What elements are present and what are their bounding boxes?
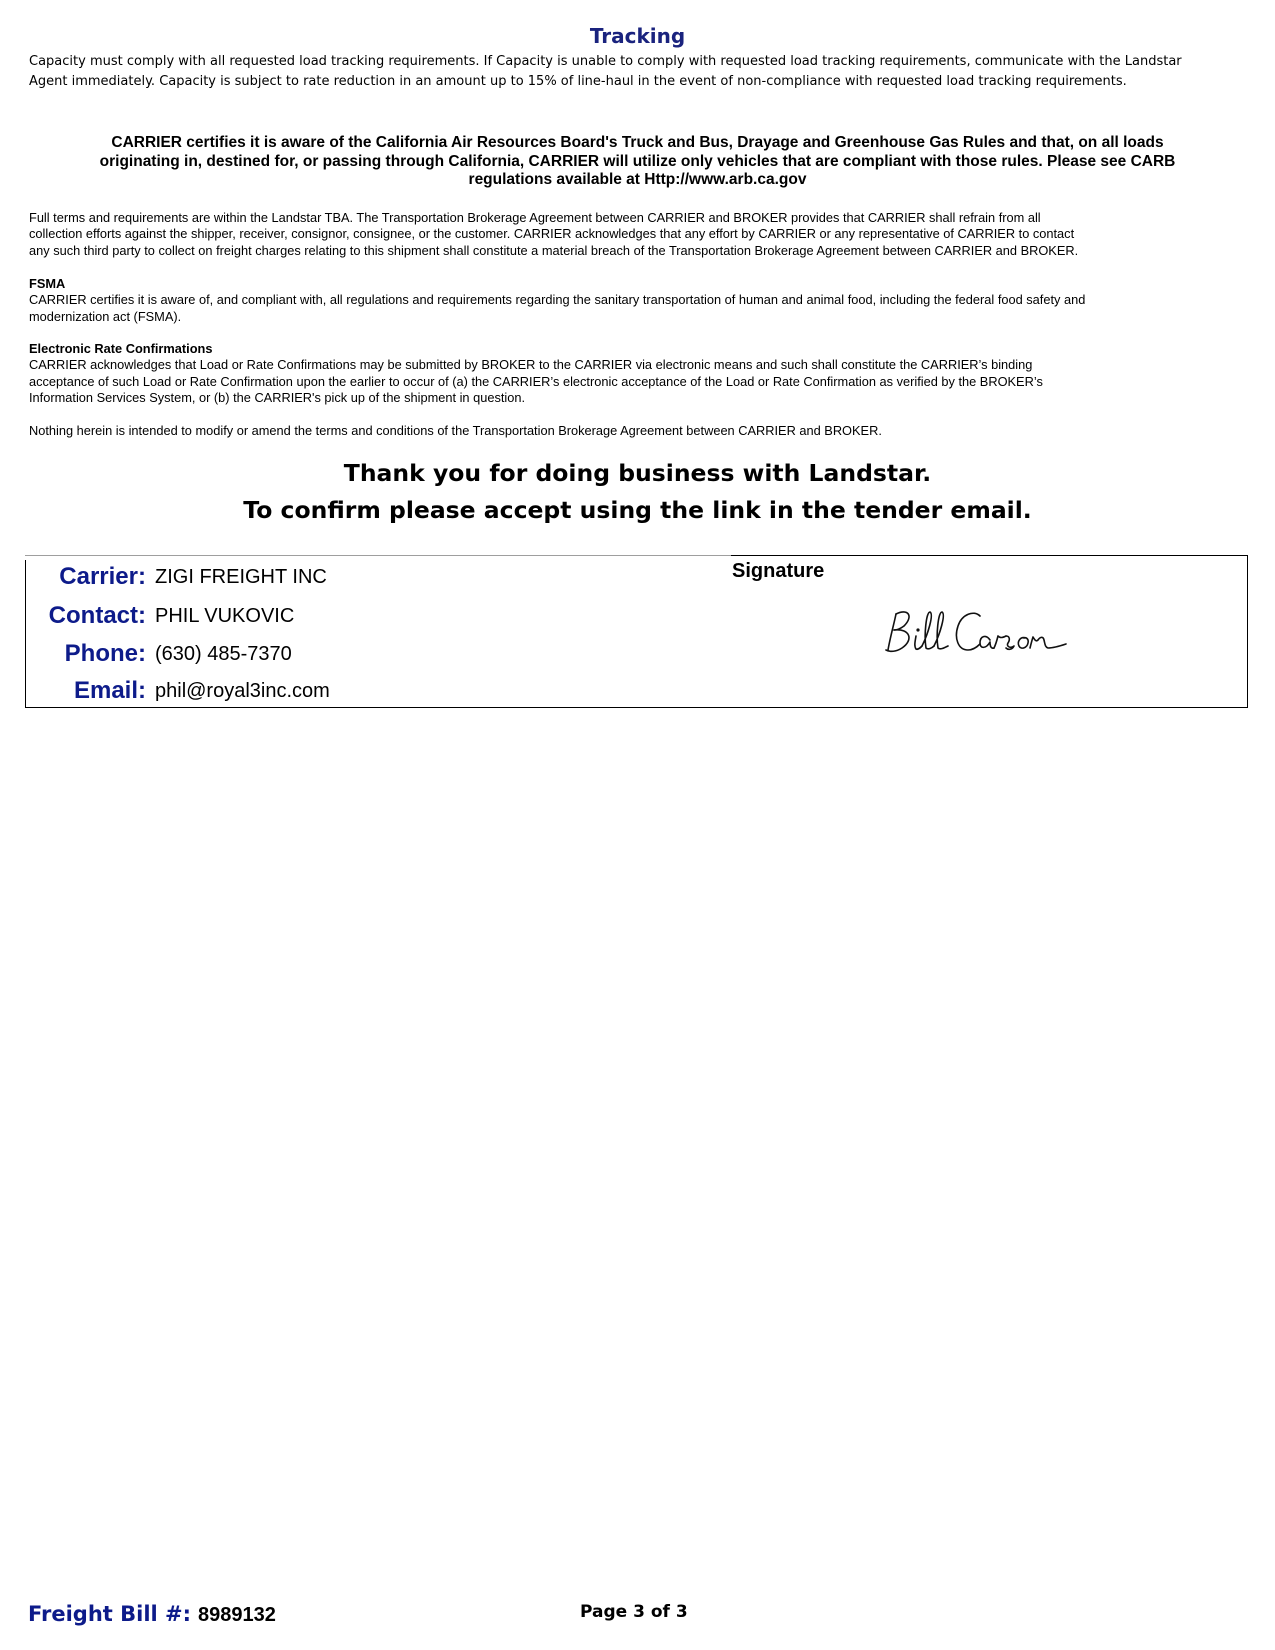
- contact-value: PHIL VUKOVIC: [155, 605, 295, 627]
- tracking-paragraph: [29, 52, 1249, 92]
- terms-line: Full terms and requirements are within the Landstar TBA. The Transportation Brokerage Agreement between CARRIER and BROKER provides that CARRIER shall refrain from all: [29, 210, 1041, 225]
- thanks-line: Thank you for doing business with Landstar.: [343, 459, 932, 487]
- page-number: Page 3 of 3: [580, 1602, 688, 1622]
- carb-line: CARRIER certifies it is aware of the California Air Resources Board's Truck and Bus, Drayage and Greenhouse Gas Rules and that, on all loads: [111, 134, 1164, 151]
- signature-label: Signature: [732, 560, 825, 582]
- tracking-line: Capacity must comply with all requested load tracking requirements. If Capacity is unable to comply with requested load tracking requirements, communicate with the Landstar: [29, 54, 1182, 69]
- erc-heading: Electronic Rate Confirmations: [29, 341, 213, 356]
- fsma-heading: FSMA: [29, 276, 66, 291]
- carrier-label: Carrier:: [59, 563, 146, 590]
- carb-line: originating in, destined for, or passing through California, CARRIER will utilize only vehicles that are compliant with those rules. Please see CARB: [99, 152, 1176, 170]
- carb-line: regulations available at Http://www.arb.ca.gov: [468, 171, 807, 188]
- fsma-line: CARRIER certifies it is aware of, and compliant with, all regulations and requirements regarding the sanitary transportation of human and animal food, including the federal food safety and: [29, 292, 1086, 308]
- erc-line: CARRIER acknowledges that Load or Rate Confirmations may be submitted by BROKER to the CARRIER via electronic means and such shall constitute the CARRIER’s binding: [29, 357, 1033, 373]
- contact-label: Contact:: [48, 602, 146, 629]
- thank-you-message: [0, 455, 1275, 529]
- box-top-divider: [25, 555, 731, 556]
- carrier-value: ZIGI FREIGHT INC: [155, 566, 327, 588]
- nothing-herein-text: Nothing herein is intended to modify or amend the terms and conditions of the Transportation Brokerage Agreement between CARRIER and BROKER.: [29, 423, 882, 438]
- freight-bill-label: Freight Bill #:: [28, 1602, 192, 1626]
- terms-line: any such third party to collect on freight charges relating to this shipment shall constitute a material breach of the Transportation Brokerage Agreement between CARRIER and BROKER.: [29, 242, 1079, 258]
- fsma-section: [29, 276, 1249, 325]
- freight-bill-number: 8989132: [198, 1604, 276, 1626]
- carb-notice: [40, 134, 1235, 190]
- phone-label: Phone:: [64, 640, 146, 667]
- email-label: Email:: [73, 677, 146, 704]
- phone-value: (630) 485-7370: [155, 643, 292, 665]
- email-value: phil@royal3inc.com: [155, 680, 330, 702]
- terms-line: collection efforts against the shipper, receiver, consignor, consignee, or the customer. CARRIER acknowledges that any effort by CARRIER or any representative of CARRIER to contact: [29, 226, 1075, 242]
- tracking-line: Agent immediately. Capacity is subject to rate reduction in an amount up to 15% of line-haul in the event of non-compliance with requested load tracking requirements.: [29, 74, 1127, 89]
- fsma-line: modernization act (FSMA).: [29, 308, 182, 324]
- erc-line: acceptance of such Load or Rate Confirmation upon the earlier to occur of (a) the CARRIER’s electronic acceptance of the Load or Rate Confirmation as verified by the BROKER’s: [29, 373, 1043, 389]
- handwritten-signature: [880, 606, 1070, 658]
- confirm-instruction: To confirm please accept using the link in the tender email.: [243, 496, 1032, 524]
- terms-paragraph: [29, 210, 1249, 259]
- erc-line: Information Services System, or (b) the CARRIER's pick up of the shipment in question.: [29, 389, 526, 405]
- tracking-title: Tracking: [589, 24, 686, 48]
- erc-section: [29, 341, 1249, 406]
